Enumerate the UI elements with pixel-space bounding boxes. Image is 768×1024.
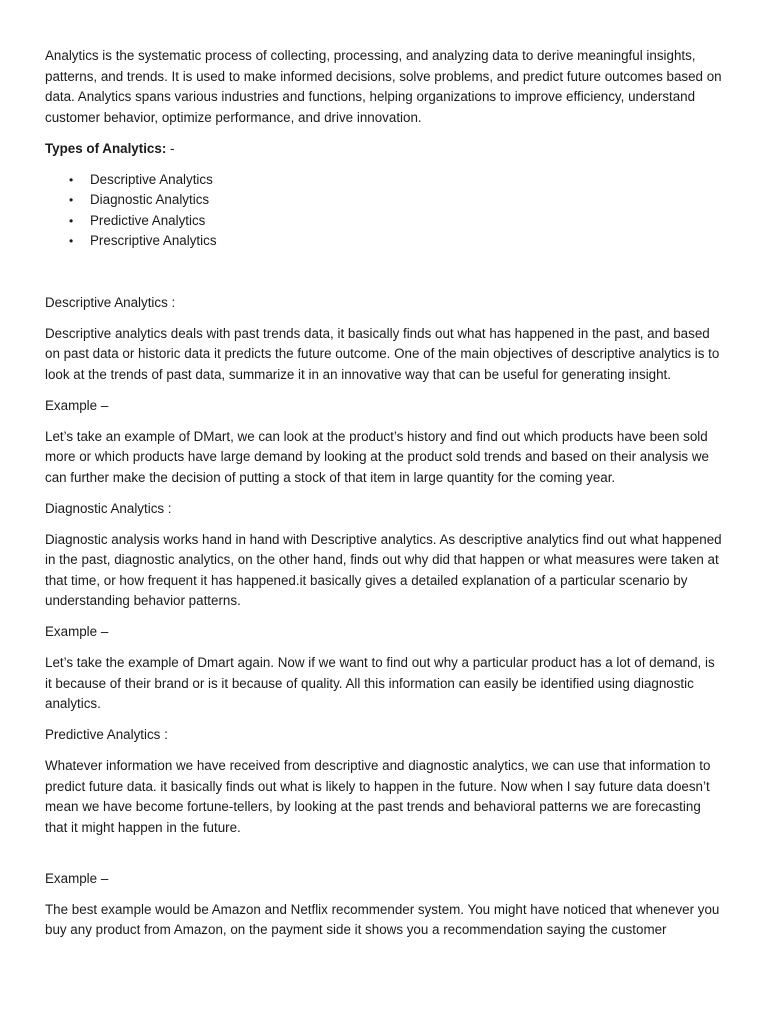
spacer (45, 849, 725, 869)
diagnostic-body: Diagnostic analysis works hand in hand with Descriptive analytics. As descriptive analytics find out what happened in the past, diagnostic analytics, on the other hand, finds out why did that happen or what measures were taken at that time, or how frequent it has happened.it basically gives a detailed explanation of a particular scenario by understanding behavior patterns. (45, 531, 722, 608)
predictive-example-body: The best example would be Amazon and Netflix recommender system. You might have noticed that whenever you buy any product from Amazon, on the payment side it shows you a recommendation saying the customer (45, 901, 720, 937)
predictive-heading: Predictive Analytics : (45, 727, 168, 742)
list-item-label: Prescriptive Analytics (90, 233, 217, 248)
predictive-body: Whatever information we have received from descriptive and diagnostic analytics, we can use that information to predict future data. it basically finds out what is likely to happen in the future. Now when I say future data doesn’t mean we have become fortune-tellers, by looking at the past trends and behavioral patterns we are forecasting that it might happen in the future. (45, 758, 711, 835)
predictive-example-label: Example – (45, 870, 109, 886)
types-heading-line (45, 139, 725, 160)
spacer (45, 252, 725, 293)
descriptive-example-label: Example – (45, 397, 109, 413)
list-item-label: Predictive Analytics (90, 212, 206, 228)
diagnostic-heading: Diagnostic Analytics : (45, 500, 172, 516)
types-heading: Types of Analytics: (45, 140, 167, 156)
bullet-icon: • (69, 234, 74, 248)
intro-paragraph: Analytics is the systematic process of collecting, processing, and analyzing data to derive meaningful insights, patterns, and trends. It is used to make informed decisions, solve problems, and predict future outcomes based on data. Analytics spans various industries and functions, helping organizations to improve efficiency, understand customer behavior, optimize performance, and drive innovation. (45, 48, 722, 125)
bullet-icon: • (69, 172, 74, 187)
diagnostic-example-body: Let’s take the example of Dmart again. Now if we want to find out why a particular product has a lot of demand, is it because of their brand or is it because of quality. All this information can easily be identified using diagnostic analytics. (45, 655, 715, 711)
types-list (45, 170, 725, 252)
types-heading-suffix: - (166, 140, 175, 156)
list-item (45, 190, 725, 211)
list-item (45, 211, 725, 232)
bullet-icon: • (69, 213, 74, 228)
descriptive-heading: Descriptive Analytics : (45, 294, 176, 310)
list-item (45, 170, 725, 191)
list-item (45, 231, 725, 252)
descriptive-example-body: Let’s take an example of DMart, we can look at the product’s history and find out which products have been sold more or which products have large demand by looking at the product sold trends and based on their analysis we can further make the decision of putting a stock of that item in large quantity for the coming year. (45, 428, 709, 485)
list-item-label: Descriptive Analytics (90, 171, 213, 187)
diagnostic-example-label: Example – (45, 624, 109, 639)
descriptive-body: Descriptive analytics deals with past trends data, it basically finds out what has happened in the past, and based on past data or historic data it predicts the future outcome. One of the main objectives of descriptive analytics is to look at the trends of past data, summarize it in an innovative way that can be useful for generating insight. (45, 325, 720, 382)
document-page (45, 46, 725, 951)
list-item-label: Diagnostic Analytics (90, 192, 210, 207)
bullet-icon: • (69, 193, 74, 207)
